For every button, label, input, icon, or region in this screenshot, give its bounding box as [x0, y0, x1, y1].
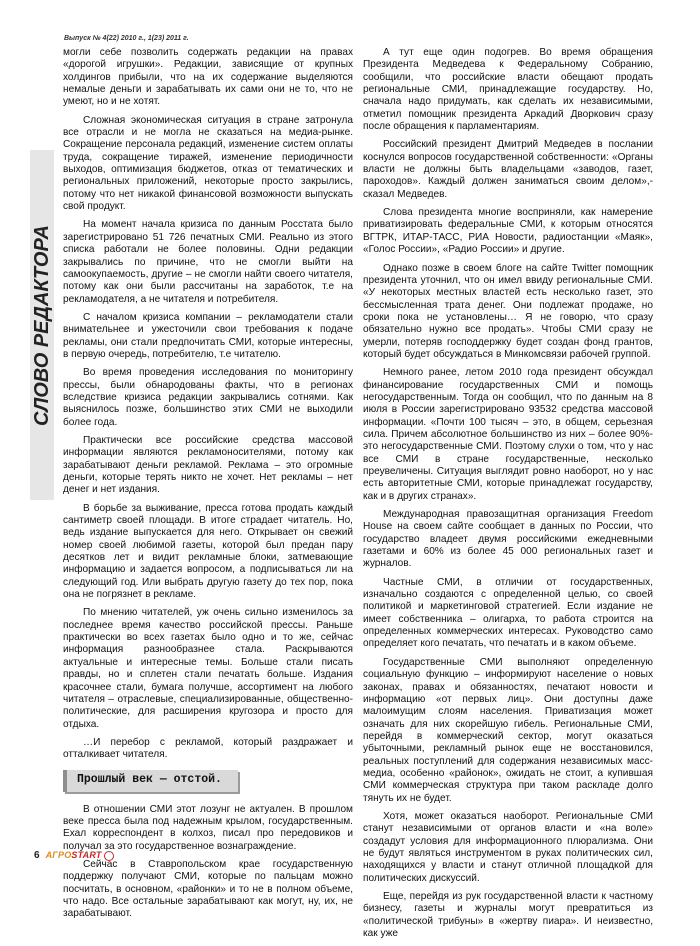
- paragraph: Практически все российские средства массовой информации являются рекламоносителями, потому как зарабатывают деньги рекламой. Реклама – это огромные деньги, которые терять никто не хочет. Нет рекламы – нет денег и нет издания.: [63, 434, 353, 496]
- subheading-box: [63, 770, 238, 792]
- magazine-logo: [46, 850, 114, 861]
- subheading: Прошлый век — отстой.: [77, 773, 222, 787]
- paragraph: С началом кризиса компании – рекламодатели стали внимательнее и ужесточили свои требования к подаче рекламы, они стали предпочитать СМИ, которые интересны, в первую очередь, потребителю, т.е читателю.: [63, 311, 353, 360]
- paragraph: могли себе позволить содержать редакции на правах «дорогой игрушки». Редакции, зависящие от крупных холдингов прибыли, что на их содержание выделяются немалые деньги и зарабатывать их сами они не то, что не умеют, но и не хотят.: [63, 47, 353, 108]
- logo-agro: АГРО: [45, 850, 72, 861]
- paragraph: Частные СМИ, в отличии от государственных, изначально создаются с определенной целью, со своей политикой и маркетинговой стратегией. Если издание не имеет собственника – олигарха, то работа строится на определенных коммерческих интересах. Руководство само определяет кого печатать, что печатать и в каком объеме.: [363, 576, 653, 650]
- paragraph: Еще, перейдя из рук государственной власти к частному бизнесу, газеты и журналы могут превратиться из «политической трибуны» в «жертву пиара». И неизвестно, как уже: [363, 891, 653, 940]
- section-title: СЛОВО РЕДАКТОРА: [30, 224, 53, 426]
- paragraph: Слова президента многие восприняли, как намерение приватизировать федеральные СМИ, к которым относятся ВГТРК, ИТАР-ТАСС, РИА Новости, радиостанции «Маяк», «Голос России», «Радио России» и другие.: [363, 207, 653, 256]
- paragraph: Международная правозащитная организация Freedom House на своем сайте сообщает в данных по России, что государство владеет двумя российскими ежедневными газетами и 60% из более 45 000 региональных газет и журналов.: [363, 509, 653, 570]
- paragraph: …И перебор с рекламой, который раздражает и отталкивает читателя.: [63, 736, 353, 761]
- paragraph: А тут еще один подогрев. Во время обращения Президента Медведева к Федеральному Собранию, сообщили, что российские власти обещают продать региональные СМИ, принадлежащие государству. Но, сначала надо придумать, как сделать их независимыми, отметил помощник президента Аркадий Дворкович сразу после обращения к парламентариям.: [363, 47, 653, 133]
- left-column: [63, 47, 353, 927]
- section-tab: [30, 150, 54, 500]
- paragraph: Во время проведения исследования по мониторингу прессы, были обнародованы факты, что в регионах вследствие кризиса редакции закрывались сотнями. Как выяснилось позже, большинство этих СМИ не выходили более года.: [63, 367, 353, 428]
- paragraph: Сложная экономическая ситуация в стране затронула все отрасли и не могла не сказаться на медиа-рынке. Сокращение персонала редакций, изменение систем оплаты труда, сокращение тиражей, изменение периодичности выходов, оптимизация бюджетов, отказ от тематических и региональных приложений, некоторые просто закрылись, потому что нет никакой финансовой возможности выпускать свой продукт.: [63, 114, 353, 213]
- paragraph: Сейчас в Ставропольском крае государственную поддержку получают СМИ, которые по пальцам можно посчитать, в основном, «районки» и то не в полном объеме, что надо. Все остальные зарабатывают как могут, ну, их, не зарабатывают.: [63, 858, 353, 920]
- logo-start: START: [71, 850, 102, 861]
- page-number: 6: [34, 850, 40, 861]
- paragraph: В борьбе за выживание, пресса готова продать каждый сантиметр своей площади. В итоге страдает читатель. Но, ведь издание выпускается для него. Открывает он свежий номер своей любимой газеты, которой был предан пару десятков лет и видит рекламные блоки, затмевающие информацию и задается вопросом, а подписываться ли на следующий год. Или выбрать другую газету до тех пор, пока она не погрязнет в рекламе.: [63, 502, 353, 601]
- page-footer: [34, 850, 114, 861]
- paragraph: Однако позже в своем блоге на сайте Twitter помощник президента уточнил, что он имел ввиду региональные СМИ. «У некоторых местных властей есть несколько газет, это бессмысленная трата денег. Они подлежат продаже, но сроки пока не установлены… Я не говорю, что сразу обязательно нужно все продать». Чтобы СМИ сразу не умерли, потеряв господдержку будет создан фонд грантов, который будет обсуждаться в Минкомсвязи рабочей группой.: [363, 262, 653, 360]
- issue-header: Выпуск № 4(22) 2010 г., 1(23) 2011 г.: [64, 35, 189, 42]
- paragraph: Немного ранее, летом 2010 года президент обсуждал финансирование государственных СМИ и помощь негосударственным. Тогда он сообщил, что по данным на 8 июля в России зарегистрировано 93532 средства массовой информации. «Почти 100 тысяч – это, в общем, серьезная сила. Причем абсолютное большинство из них – более 90%- это негосударственные СМИ. Поэтому слухи о том, что у нас все СМИ в стране государственные, несколько преувеличены. Ситуация выглядит ровно наоборот, но у нас есть авторитетные СМИ, которые принадлежат государству, как и в других странах».: [363, 367, 653, 502]
- paragraph: В отношении СМИ этот лозунг не актуален. В прошлом веке пресса была под надежным крылом, государственным. Ехал корреспондент в колхоз, писал про передовиков и получал за это государственное вознаграждение.: [63, 803, 353, 852]
- paragraph: Российский президент Дмитрий Медведев в послании коснулся вопросов государственной собственности: «Органы власти не должны быть владельцами «заводов, газет, пароходов». Каждый должен заниматься своим делом»,- сказал Медведев.: [363, 139, 653, 200]
- paragraph: На момент начала кризиса по данным Росстата было зарегистрировано 51 726 печатных СМИ. Реально из этого списка работали не более половины. Одни редакции закрывались по причине, что не смогли выйти на самоокупаемость, другие – не смогли найти своего читателя, потому как они были рассчитаны на заработок, т.е на рекламодателя, а не читателя и потребителя.: [63, 219, 353, 305]
- logo-mark-icon: [104, 851, 114, 861]
- right-column: [363, 47, 653, 946]
- paragraph: Хотя, может оказаться наоборот. Региональные СМИ станут независимыми от органов власти и «на воле» создадут условия для информационного плюрализма. Они не будут являться инструментом в руках политических сил, находящихся у власти и станут отличной площадкой для политических дискуссий.: [363, 810, 653, 884]
- paragraph: Государственные СМИ выполняют определенную социальную функцию – информируют население о новых законах, правах и обязанностях, печатают новости и информацию «от первых лиц». Они доступны даже малоимущим слоям населения. Приватизация может означать для них скорейшую гибель. Региональные СМИ, перейдя в коммерческий сектор, могут оказаться убыточными, рекламный рынок еще не восстановился, реальных поступлений для содержания независимых масс-медиа, особенно «районок», ожидать не стоит, а купившая СМИ коммерческая структура при таком раскладе долго тянуть их не будет.: [363, 656, 653, 804]
- paragraph: По мнению читателей, уж очень сильно изменилось за последнее время качество российской прессы. Раньше практически во всех газетах было одно и то же, сейчас информация разнообразнее стала. Раскрываются актуальные и интересные темы. Больше стали писать правды, но и сплетен стали печатать больше. Издания красочнее стали, бумага получше, ассортимент на любого читателя – отраслевые, специализированные, общественно-политические, для расширения кругозора и просто для отдыха.: [63, 607, 353, 730]
